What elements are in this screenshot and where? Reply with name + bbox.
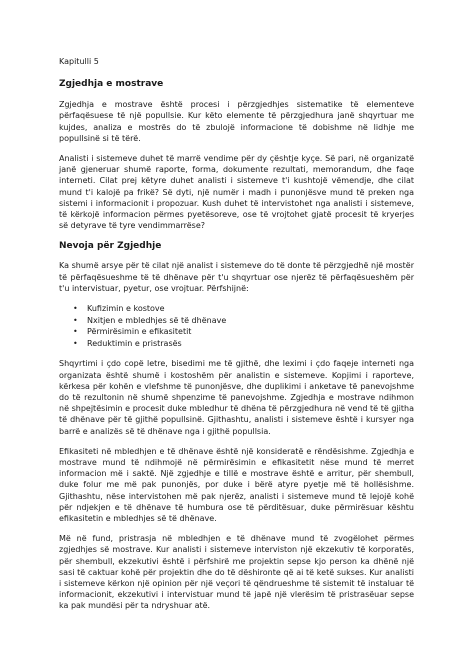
section-heading: Nevoja për Zgjedhje xyxy=(59,241,162,252)
reasons-list xyxy=(59,303,414,349)
section-intro-paragraph: Ka shumë arsye për të cilat një analist i sistemeve do të donte të përzgjedhë një mostër të përfaqësueshme të të dhënave për t'u shqyrtuar ose njerëz të përfaqësueshëm për t'u intervistuar, pyetur, ose vrojtuar. Përfshijnë: xyxy=(59,261,414,293)
intro-paragraph-1: Zgjedhja e mostrave është procesi i përzgjedhjes sistematike të elementeve përfaqësuese të një popullsie. Kur këto elemente të përzgjedhura janë shqyrtuar me kujdes, analiza e mostrës do të zbulojë informacione të dobishme në lidhje me popullsinë si të tërë. xyxy=(59,100,414,143)
list-item: • Nxitjen e mbledhjes së të dhënave xyxy=(87,315,414,327)
list-item: • Kufizimin e kostove xyxy=(87,303,414,315)
list-item: • Reduktimin e pristrasës xyxy=(87,338,414,350)
intro-paragraph-2: Analisti i sistemeve duhet të marrë vendime për dy çështje kyçe. Së pari, në organizatë janë gjeneruar shumë raporte, forma, dokumente rezultati, memorandum, dhe faqe interneti. Cilat prej këtyre duhet analisti i sistemeve t'i kushtojë vëmendje, dhe cilat mund t'i kalojë pa frikë? Së dyti, një numër i madh i punonjësve mund të preken nga sistemi i informacionit i propozuar. Kush duhet të intervistohet nga analisti i sistemeve, të kërkojë informacion përmes pyetësoreve, ose të vrojtohet gjatë procesit të kryerjes së detyrave të tyre vendimmarrëse? xyxy=(59,154,414,231)
body-paragraph-3: Më në fund, pristrasja në mbledhjen e të dhënave mund të zvogëlohet përmes zgjedhjes së mostrave. Kur analisti i sistemeve interviston një ekzekutiv të korporatës, për shembull, ekzekutivi është i përfshirë me projektin sepse kjo person ka dhënë një sasi të caktuar kohë për projektin dhe do të dëshironte që ai të ketë sukses. Kur analisti i sistemeve kërkon një opinion për një veçori të qëndrueshme të sistemit të instaluar të informacionit, ekzekutivi i intervistuar mund të japë një vlerësim të pristrasëuar sepse ka pak mundësi për ta ndryshuar atë. xyxy=(59,534,414,611)
page-content xyxy=(59,56,414,621)
chapter-label: Kapitulli 5 xyxy=(59,57,99,66)
body-paragraph-1: Shqyrtimi i çdo copë letre, bisedimi me të gjithë, dhe leximi i çdo faqeje interneti nga organizata është shumë i kostoshëm për analistin e sistemeve. Kopjimi i raporteve, kërkesa për kohën e vlefshme të punonjësve, dhe duplikimi i anketave të panevojshme do të rezultonin në shumë shpenzime të panevojshme. Zgjedhja e mostrave ndihmon në shpejtësimin e procesit duke mbledhur të dhëna të përzgjedhura në vend të të gjitha të dhënave për të gjithë popullsinë. Gjithashtu, analisti i sistemeve është i kursyer nga barrë e analizës së të dhënave nga i gjithë popullsia. xyxy=(59,359,414,436)
body-paragraph-2: Efikasiteti në mbledhjen e të dhënave është një konsideratë e rëndësishme. Zgjedhja e mostrave mund të ndihmojë në përmirësimin e efikasitetit nëse mund të merret informacion më i saktë. Një zgjedhje e tillë e mostrave është e arritur, për shembull, duke folur me më pak punonjës, por duke i bërë atyre pyetje më të hollësishme. Gjithashtu, nëse intervistohen më pak njerëz, analisti i sistemeve mund të lejojë kohë për ndjekjen e të dhënave të humbura ose të përditësuar, duke përmirësuar kështu efikasitetin e mbledhjes së të dhënave. xyxy=(59,446,414,524)
chapter-heading: Zgjedhja e mostrave xyxy=(59,79,164,90)
list-item: • Përmirësimin e efikasitetit xyxy=(87,326,414,338)
